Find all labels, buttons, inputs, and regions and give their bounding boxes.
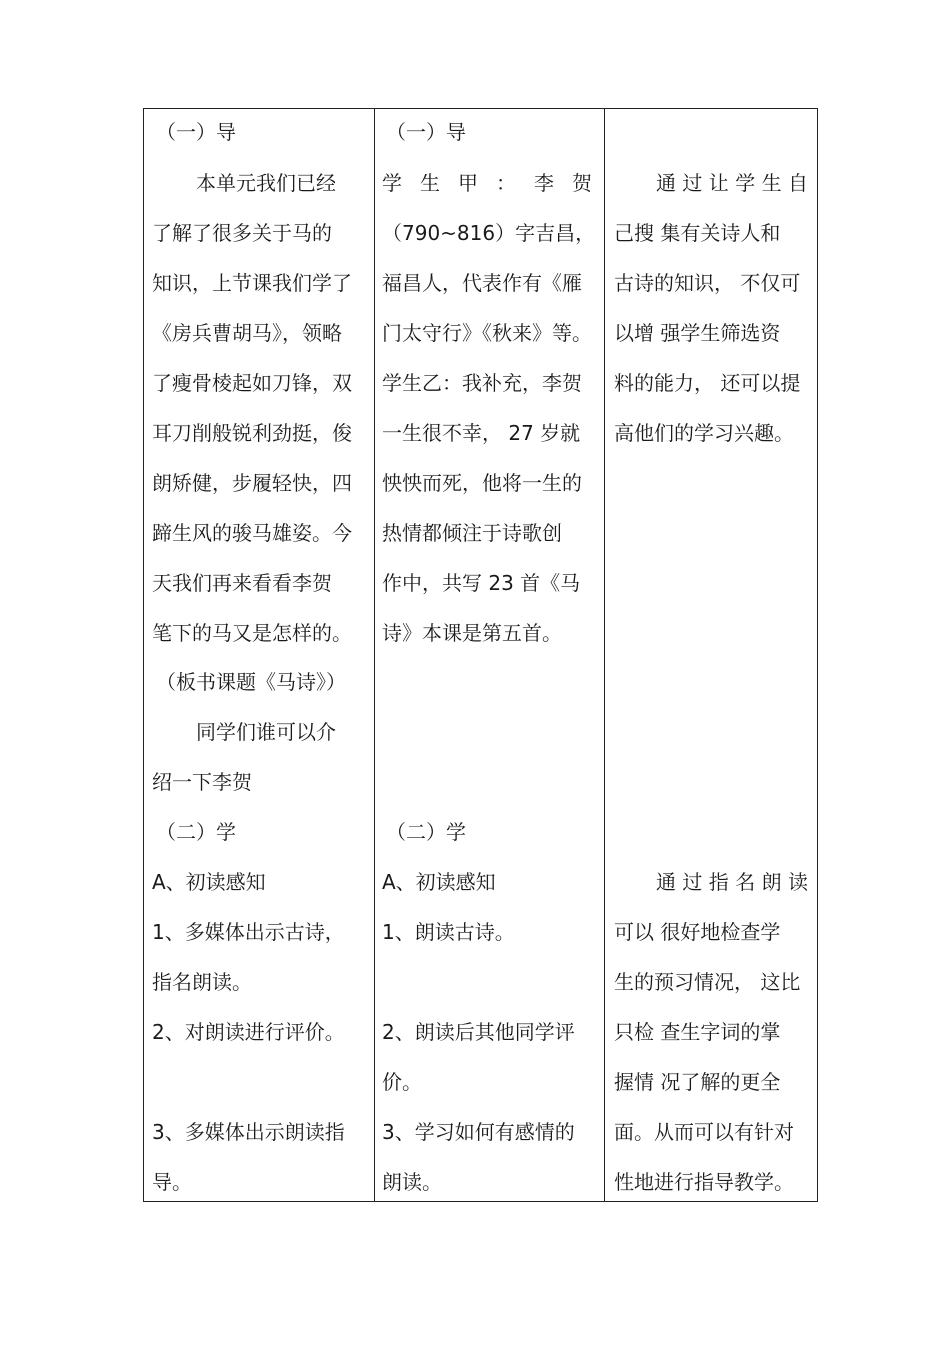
section-heading: （一）导 [386, 120, 466, 144]
text-line: 福昌人，代表作有《雁 [382, 271, 582, 295]
student-activity-column [374, 109, 604, 1201]
text-line: 只检 查生字词的掌 [614, 1020, 781, 1044]
text-line: 笔下的马又是怎样的。 [152, 621, 352, 645]
text-line: 一生很不幸， 27 岁就 [382, 421, 581, 445]
text-line: 价。 [382, 1070, 422, 1094]
text-line: 面。从而可以有针对 [614, 1120, 794, 1144]
text-line: 2、朗读后其他同学评 [382, 1020, 575, 1044]
text-line: 己搜 集有关诗人和 [614, 221, 781, 245]
text-line: 性地进行指导教学。 [614, 1170, 794, 1194]
text-line: 热情都倾注于诗歌创 [382, 521, 562, 545]
text-line: 朗矫健，步履轻快，四 [152, 471, 352, 495]
text-line: A、初读感知 [382, 870, 496, 894]
text-line: 导。 [152, 1170, 192, 1194]
text-line: 门太守行》《秋来》等。 [382, 321, 592, 345]
text-line: 了瘦骨棱起如刀锋，双 [152, 371, 352, 395]
section-heading: （一）导 [156, 120, 236, 144]
text-line: 耳刀削般锐利劲挺，俊 [152, 421, 352, 445]
lesson-plan-table [143, 108, 818, 1202]
text-line: 蹄生风的骏马雄姿。今 [152, 521, 352, 545]
text-line: 通过让学生自 [656, 171, 808, 195]
text-line: 可以 很好地检查学 [614, 920, 781, 944]
text-line: 3、学习如何有感情的 [382, 1120, 575, 1144]
text-line: 知识，上节课我们学了 [152, 271, 352, 295]
section-heading: （二）学 [156, 820, 236, 844]
text-line: 1、朗读古诗。 [382, 920, 515, 944]
text-line: 通过指名朗读 [656, 870, 808, 894]
text-line: 同学们谁可以介 [196, 720, 336, 744]
text-line: 作中，共写 23 首《马 [382, 571, 581, 595]
text-line: 高他们的学习兴趣。 [614, 421, 794, 445]
text-line: 天我们再来看看李贺 [152, 571, 332, 595]
text-line: 本单元我们已经 [196, 171, 336, 195]
text-line: 朗读。 [382, 1170, 442, 1194]
text-line: A、初读感知 [152, 870, 266, 894]
text-line: 3、多媒体出示朗读指 [152, 1120, 345, 1144]
section-heading: （二）学 [386, 820, 466, 844]
text-line: 怏怏而死，他将一生的 [382, 471, 582, 495]
text-line: 料的能力， 还可以提 [614, 371, 801, 395]
text-line: 生的预习情况， 这比 [614, 970, 801, 994]
text-line: 《房兵曹胡马》，领略 [152, 321, 342, 345]
text-line: 2、对朗读进行评价。 [152, 1020, 345, 1044]
text-line: 1、多媒体出示古诗， [152, 920, 345, 944]
text-line: （板书课题《马诗》） [156, 670, 346, 694]
text-line: 古诗的知识， 不仅可 [614, 271, 801, 295]
design-intent-column [604, 109, 817, 1201]
text-line: （790~816）字吉昌， [382, 221, 596, 245]
text-line: 学 生 甲 ： 李 贺 [382, 171, 592, 195]
text-line: 指名朗读。 [152, 970, 252, 994]
text-line: 握情 况了解的更全 [614, 1070, 781, 1094]
text-line: 绍一下李贺 [152, 770, 252, 794]
teacher-activity-column [144, 109, 374, 1201]
text-line: 以增 强学生筛选资 [614, 321, 781, 345]
text-line: 诗》本课是第五首。 [382, 621, 562, 645]
text-line: 学生乙：我补充，李贺 [382, 371, 582, 395]
text-line: 了解了很多关于马的 [152, 221, 332, 245]
